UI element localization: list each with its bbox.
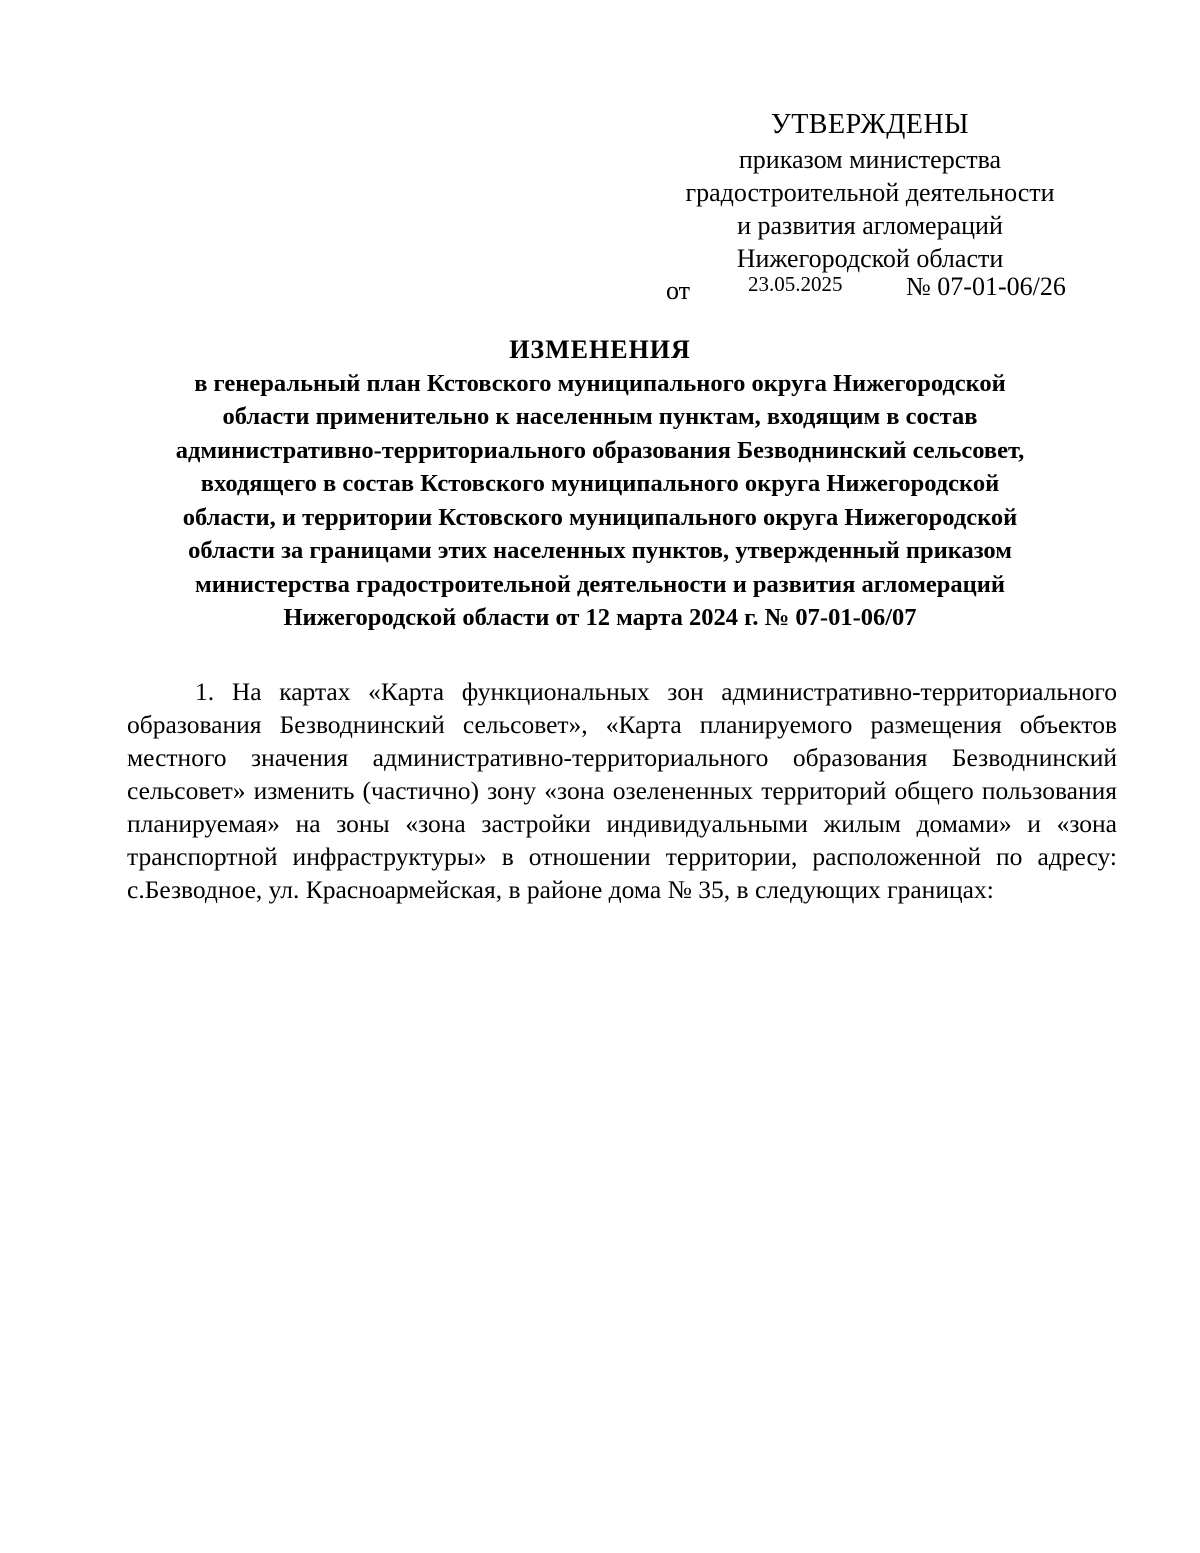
body-paragraph: 1. На картах «Карта функциональных зон административно-территориального образования Безводнинский сельсовет», «Карта планируемого размещения объектов местного значения административно-территориального образования Безводнинский сельсовет» изменить (частично) зону «зона озелененных территорий общего пользования планируемая» на зоны «зона застройки индивидуальными жилым домами» и «зона транспортной инфраструктуры» в отношении территории, расположенной по адресу: с.Безводное, ул. Красноармейская, в районе дома № 35, в следующих границах: — [127, 676, 1117, 904]
from-label: от — [666, 276, 691, 305]
document-title: ИЗМЕНЕНИЯ — [509, 335, 691, 364]
heading-line: области применительно к населенным пунктам, входящим в состав — [222, 403, 978, 430]
document-heading — [120, 333, 1080, 635]
order-date-number — [666, 272, 1086, 308]
heading-line: входящего в состав Кстовского муниципального округа Нижегородской — [200, 470, 1000, 497]
heading-line: области, и территории Кстовского муниципального округа Нижегородской — [182, 503, 1018, 531]
heading-line: министерства градостроительной деятельности и развития агломераций — [195, 570, 1005, 598]
approval-block — [640, 108, 1100, 275]
heading-line: административно-территориального образования Безводнинский сельсовет, — [175, 436, 1025, 464]
approval-line: градостроительной деятельности — [685, 178, 1055, 207]
approval-line: и развития агломераций — [737, 211, 1003, 240]
order-date: 23.05.2025 — [748, 272, 843, 296]
approval-title: УТВЕРЖДЕНЫ — [770, 109, 970, 140]
order-number: № 07-01-06/26 — [906, 272, 1066, 301]
heading-line: области за границами этих населенных пунктов, утвержденный приказом — [188, 537, 1012, 564]
approval-line: Нижегородской области — [736, 244, 1004, 273]
approval-line: приказом министерства — [738, 145, 1002, 174]
heading-line: Нижегородской области от 12 марта 2024 г. № 07-01-06/07 — [283, 604, 917, 631]
heading-line: в генеральный план Кстовского муниципального округа Нижегородской — [194, 369, 1006, 397]
